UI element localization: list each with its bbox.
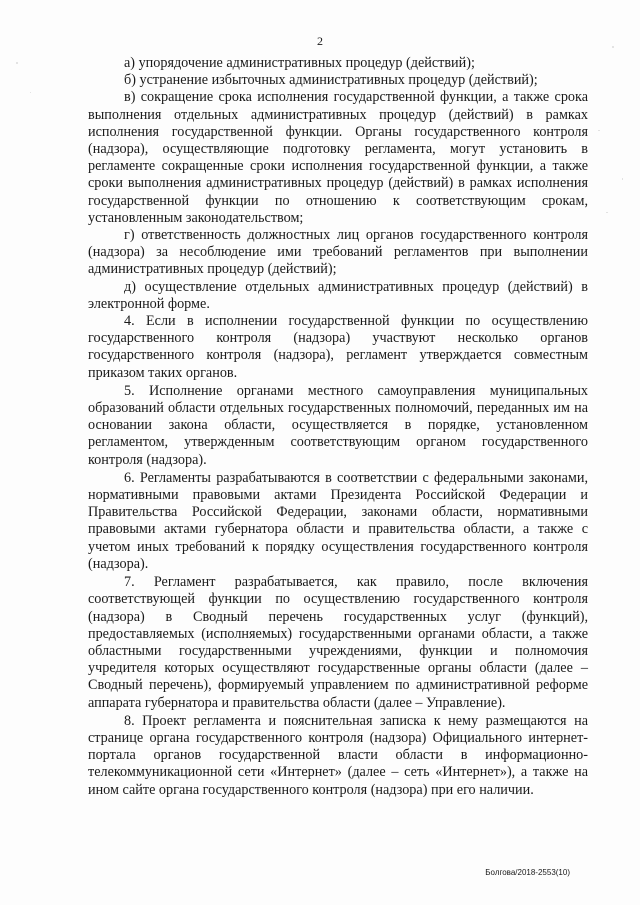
scan-speckle — [30, 92, 31, 93]
footer-document-code: Болгова/2018-2553(10) — [485, 868, 570, 877]
document-body — [88, 55, 588, 799]
scan-speckle — [622, 178, 623, 180]
scan-speckle — [606, 212, 608, 213]
paragraph-5: 5. Исполнение органами местного самоуправления муниципальных образований области отдельных государственных полномочий, переданных им на основании закона области, осуществляется в порядке, установленном регламентом, утвержденным соответствующим органом государственного контроля (надзора). — [88, 382, 588, 468]
paragraph-b: б) устранение избыточных административных процедур (действий); — [124, 72, 538, 89]
paragraph-d: г) ответственность должностных лиц органов государственного контроля (надзора) за несоблюдение ими требований регламентов при выполнении административных процедур (действий); — [88, 227, 588, 278]
paragraph-c: в) сокращение срока исполнения государственной функции, а также срока выполнения отдельных административных процедур (действий) в рамках исполнения государственной функции. Органы государственного контроля (надзора), осуществляющие подготовку регламента, могут установить в регламенте сокращенные сроки исполнения государственной функции, а также сроки выполнения административных процедур (действий) в рамках исполнения государственной функции по отношению к соответствующим срокам, установленным законодательством; — [88, 89, 588, 226]
scan-speckle — [16, 62, 18, 64]
paragraph-7: 7. Регламент разрабатывается, как правило, после включения соответствующей функции по осуществлению государственного контроля (надзора) в Сводный перечень государственных услуг (функций), предоставляемых (исполняемых) государственными органами области, а также областными государственными учреждениями, функции и полномочия учредителя которых осуществляют государственные органы области (далее – Сводный перечень), формируемый управлением по административной реформе аппарата губернатора и правительства области (далее – Управление). — [88, 574, 588, 711]
paragraph-a: а) упорядочение административных процедур (действий); — [124, 55, 475, 71]
scan-speckle — [598, 130, 600, 131]
paragraph-6: 6. Регламенты разрабатываются в соответствии с федеральными законами, нормативными правовыми актами Президента Российской Федерации и Правительства Российской Федерации, законами области, нормативными правовыми актами губернатора области и правительства области, а также с учетом иных требований к порядку осуществления государственного контроля (надзора). — [88, 469, 588, 572]
page-number: 2 — [317, 34, 323, 48]
scan-speckle — [612, 46, 614, 48]
paragraph-4: 4. Если в исполнении государственной функции по осуществлению государственного контроля (надзора) участвуют несколько органов государственного контроля (надзора), регламент утверждается совместным приказом таких органов. — [88, 313, 588, 381]
paragraph-8: 8. Проект регламента и пояснительная записка к нему размещаются на странице органа государственного контроля (надзора) Официального интернет-портала органов государственной власти области в информационно-телекоммуникационной сети «Интернет» (далее – сеть «Интернет»), а также на ином сайте органа государственного контроля (надзора) при его наличии. — [88, 712, 588, 798]
paragraph-e: д) осуществление отдельных административных процедур (действий) в электронной форме. — [88, 278, 588, 312]
